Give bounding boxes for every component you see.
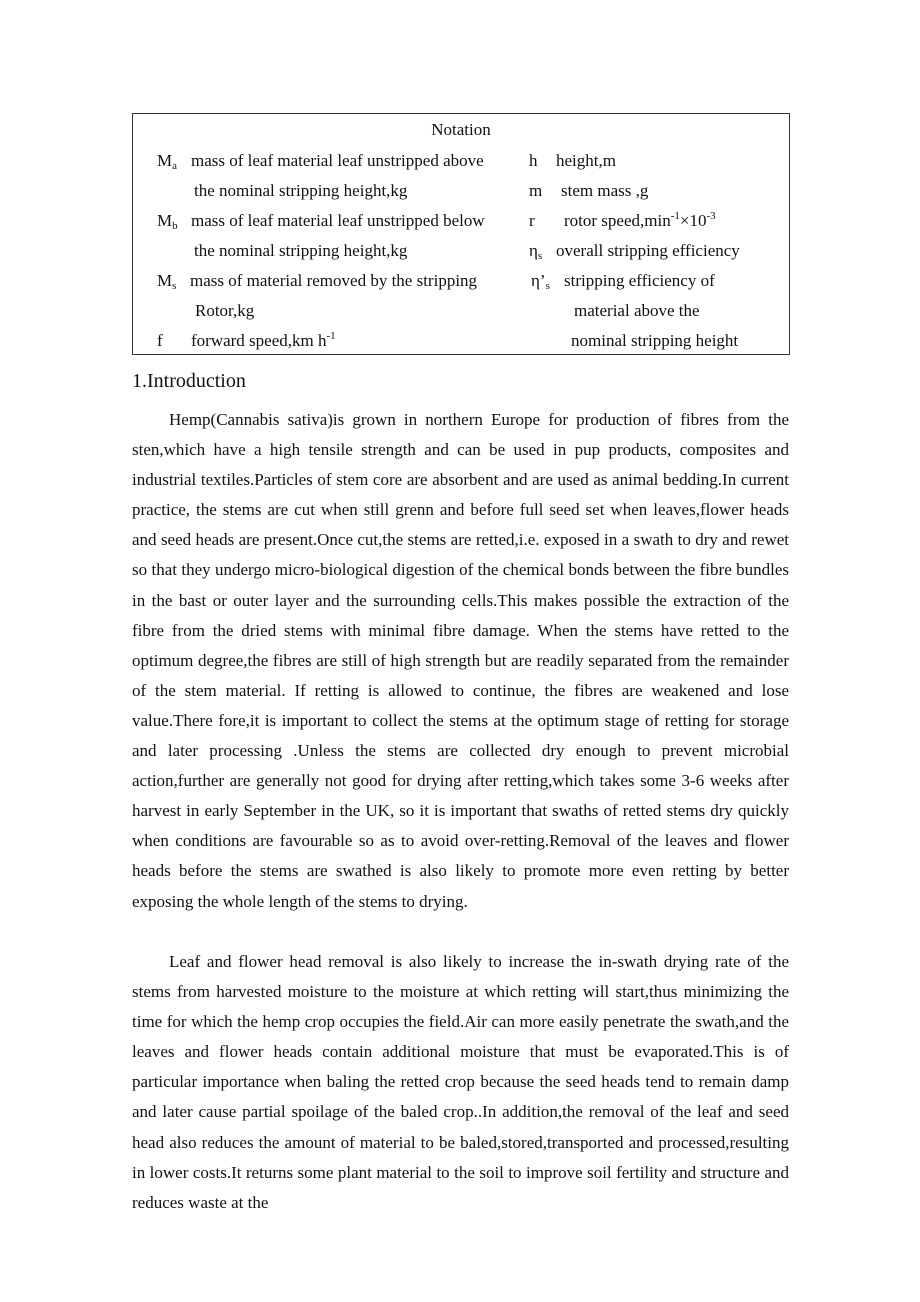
description: the nominal stripping height,kg [194, 181, 408, 200]
symbol: $M_b$ [157, 211, 178, 232]
description: stem mass ,g [561, 181, 649, 200]
symbol: r [529, 211, 535, 230]
paragraph-2 [132, 947, 789, 1218]
description: Rotor,kg [195, 301, 255, 320]
paragraph-1 [132, 405, 789, 917]
description: height,m [556, 151, 616, 170]
symbol: $M_a$ [157, 151, 178, 172]
symbol: $\eta_s$ [529, 241, 543, 262]
description: material above the [574, 301, 700, 320]
paragraph-text: Hemp(Cannabis sativa)is grown in northern Europe for production of fibres from the sten,which have a high tensile strength and can be used in pup products, composites and industrial textiles.Particles of stem core are absorbent and are used as animal bedding.In current practice, the stems are cut when still grenn and before full seed set when leaves,flower heads and seed heads are present.Once cut,the stems are retted,i.e. exposed in a swath to dry and rewet so that they undergo micro-biological digestion of the chemical bonds between the fibre bundles in the bast or outer layer and the surrounding cells.This makes possible the extraction of the fibre from the dried stems with minimal fibre damage. When the stems have retted to the optimum degree,the fibres are still of high strength but are readily separated from the remainder of the stem material. If retting is allowed to continue, the fibres are weakened and lose value.There fore,it is important to collect the stems at the optimum stage of retting for storage and later processing .Unless the stems are collected dry enough to prevent microbial action,further are generally not good for drying after retting,which takes some 3-6 weeks after harvest in early September in the UK, so it is important that swaths of retted stems dry quickly when conditions are favourable so as to avoid over-retting.Removal of the leaves and flower heads before the stems are swathed is also likely to promote more even retting by better exposing the whole length of the stems to drying. [132, 410, 789, 911]
description: mass of leaf material leaf unstripped below [191, 211, 485, 230]
description: forward speed,km $h^{-1}$ [191, 330, 336, 350]
notation-table [132, 113, 790, 355]
section-heading: 1.Introduction [132, 370, 246, 392]
symbol: m [529, 181, 543, 200]
symbol: $M_s$ [157, 271, 177, 292]
description: the nominal stripping height,kg [194, 241, 408, 260]
notation-title: Notation [431, 120, 491, 139]
description: mass of material removed by the stripping [190, 271, 478, 290]
symbol: h [529, 151, 538, 170]
description: stripping efficiency of [564, 271, 715, 290]
symbol: f [157, 331, 163, 350]
paragraph-text: Leaf and flower head removal is also likely to increase the in-swath drying rate of the stems from harvested moisture to the moisture at which retting will start,thus minimizing the time for which the hemp crop occupies the field.Air can more easily penetrate the swath,and the leaves and flower heads contain additional moisture that must be evaporated.This is of particular importance when baling the retted crop because the seed heads tend to remain damp and later cause partial spoilage of the baled crop..In addition,the removal of the leaf and seed head also reduces the amount of material to be baled,stored,transported and processed,resulting in lower costs.It returns some plant material to the soil to improve soil fertility and structure and reduces waste at the [132, 952, 789, 1212]
description: nominal stripping height [571, 331, 739, 350]
description: mass of leaf material leaf unstripped above [191, 151, 484, 170]
description: rotor $speed,\min^{-1}\times 10^{-3}$ [564, 210, 716, 230]
symbol: $\eta’_s$ [531, 271, 550, 292]
description: overall stripping efficiency [556, 241, 740, 260]
